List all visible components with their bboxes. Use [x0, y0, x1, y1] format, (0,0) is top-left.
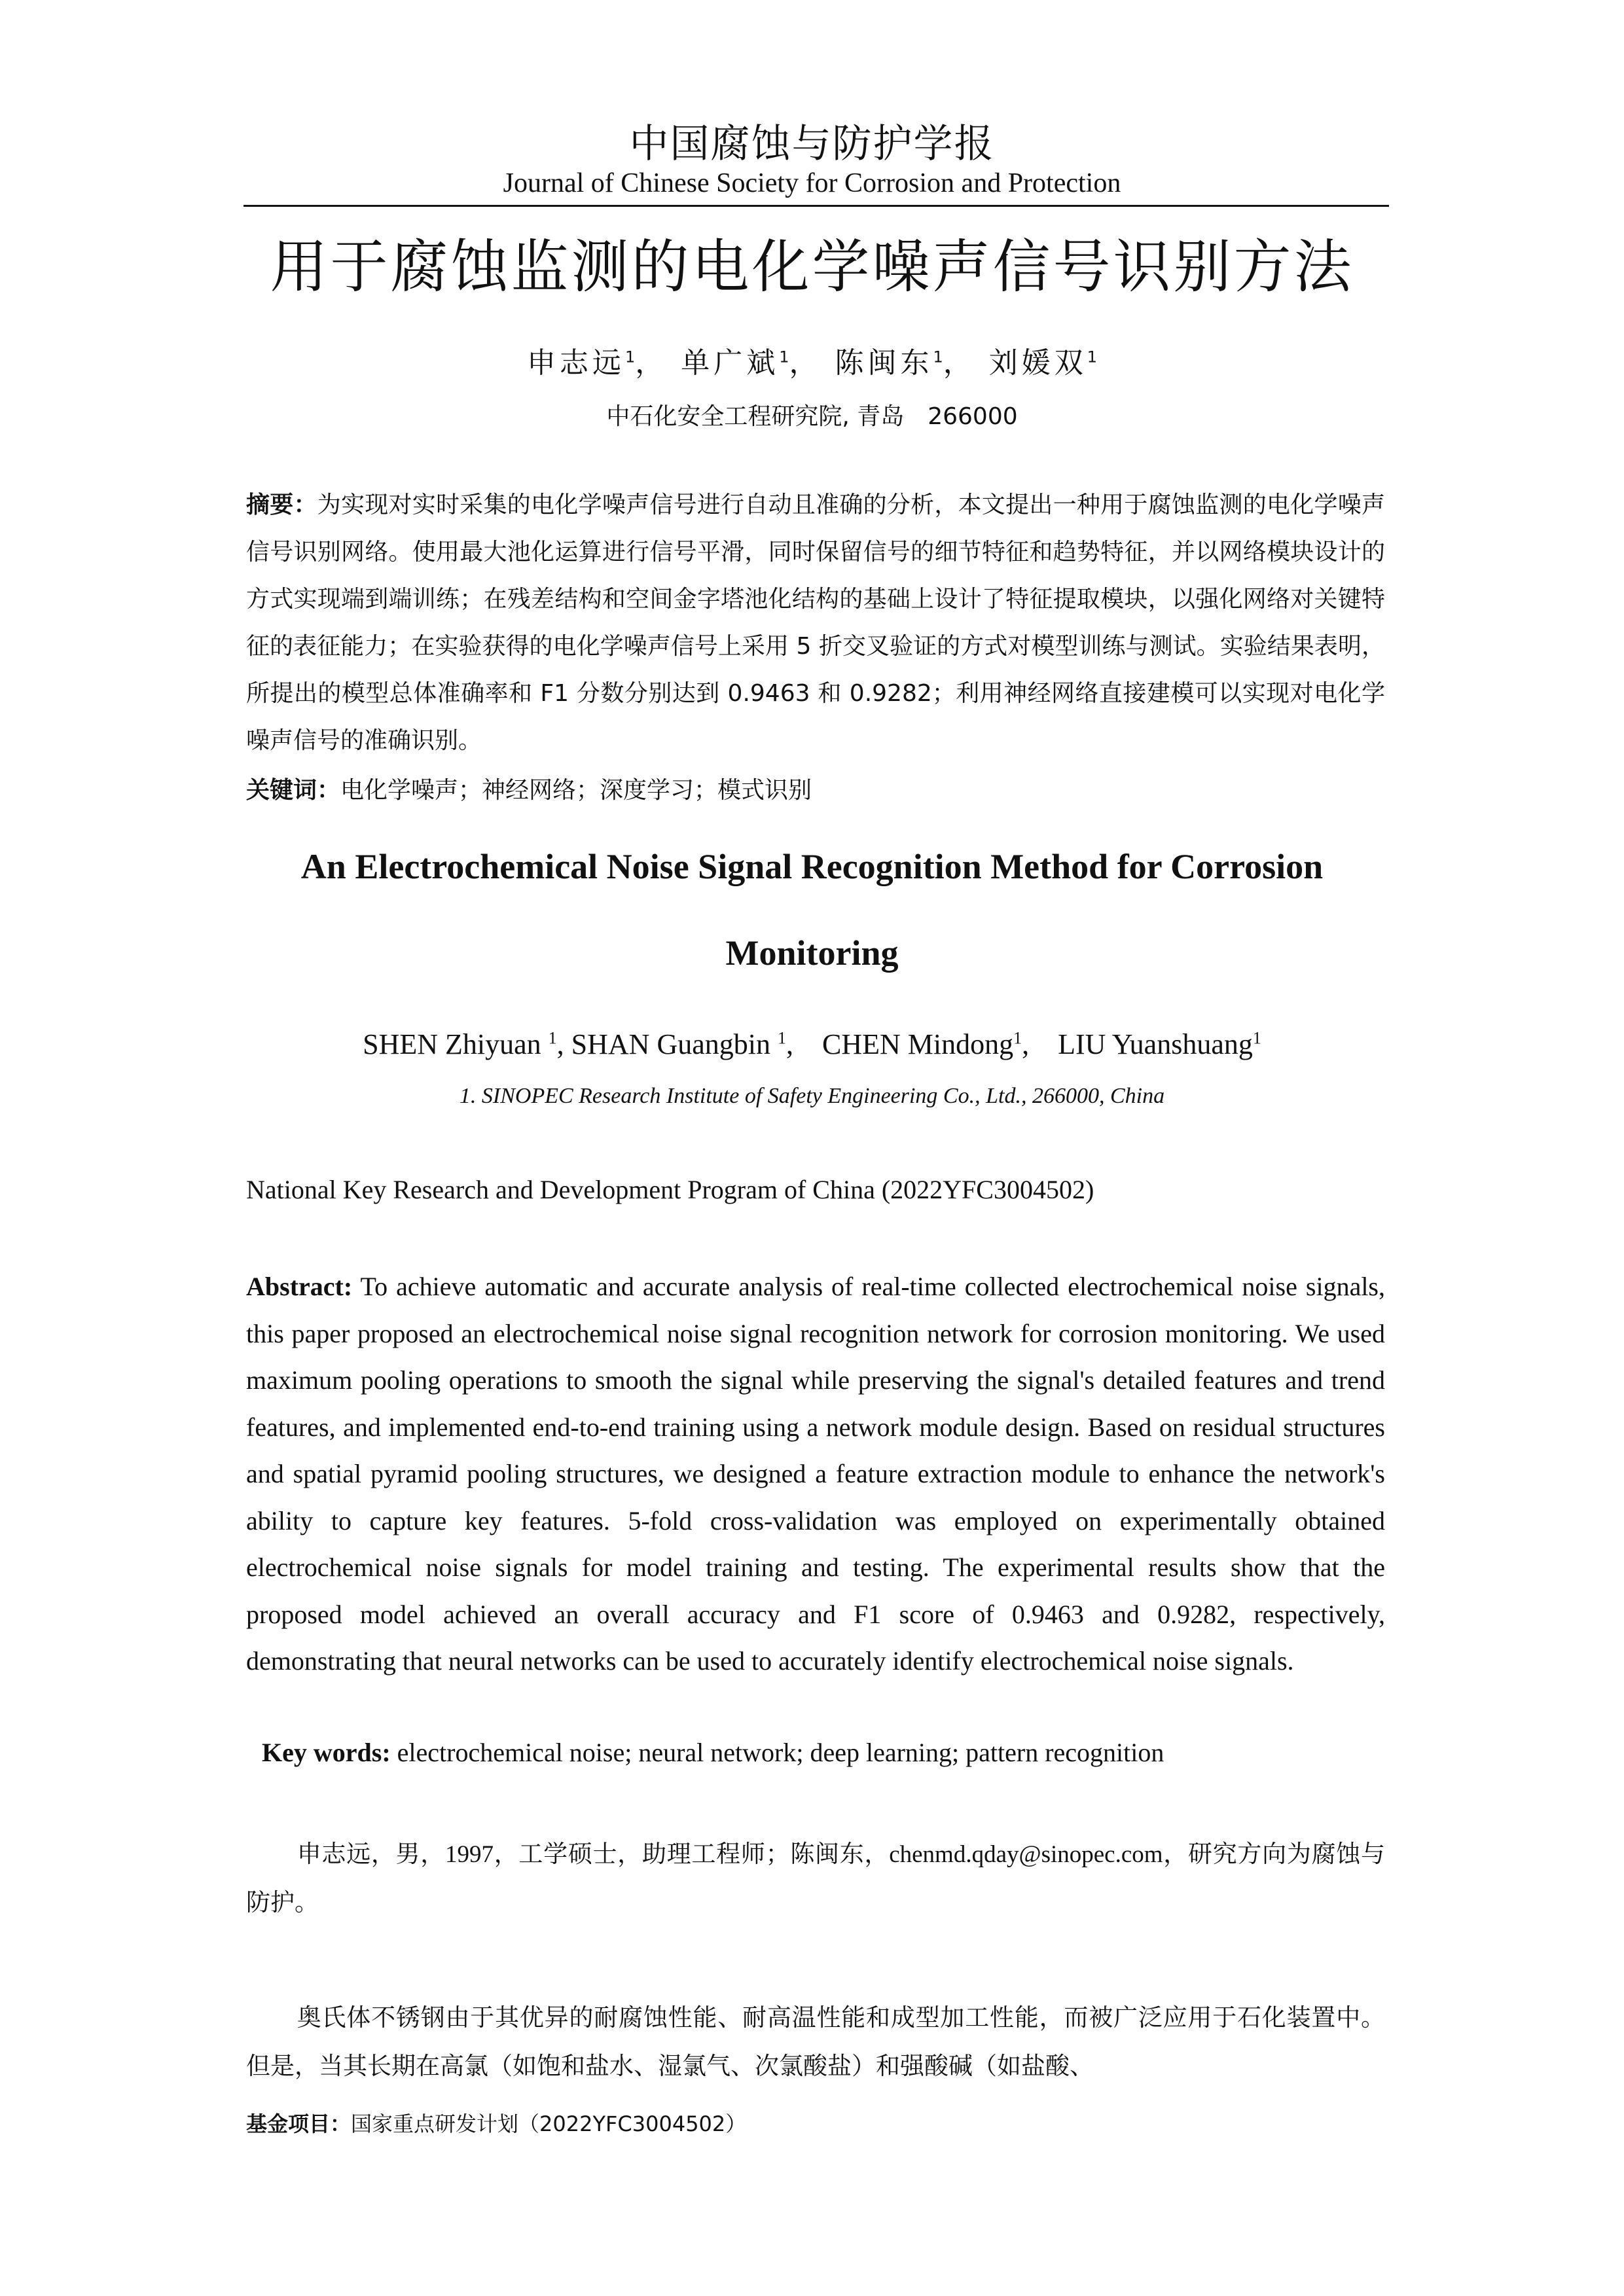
paper-title-en	[0, 823, 1624, 996]
author-affiliation-mark: 1	[548, 1028, 557, 1048]
keywords-cn	[246, 767, 1385, 814]
author-affiliation-mark: 1	[1013, 1028, 1022, 1048]
author-separator: ，	[943, 346, 976, 380]
author-name: 刘媛双	[988, 346, 1087, 380]
keywords-label-cn: 关键词：	[246, 777, 341, 804]
abstract-text-cn: 为实现对实时采集的电化学噪声信号进行自动且准确的分析，本文提出一种用于腐蚀监测的电化学噪声信号识别网络。使用最大池化运算进行信号平滑，同时保留信号的细节特征和趋势特征，并以网络模块设计的方式实现端到端训练；在残差结构和空间金字塔池化结构的基础上设计了特征提取模块，以强化网络对关键特征的表征能力；在实验获得的电化学噪声信号上采用 5 折交叉验证的方式对模型训练与测试。实验结果表明，所提出的模型总体准确率和 F1 分数分别达到 0.9463 和 0.9282；利用神经网络直接建模可以实现对电化学噪声信号的准确识别。	[246, 492, 1385, 754]
paper-title-cn: 用于腐蚀监测的电化学噪声信号识别方法	[270, 233, 1354, 300]
author-name: 申志远	[526, 346, 625, 380]
journal-name-cn: 中国腐蚀与防护学报	[629, 121, 995, 167]
footnote-label: 基金项目：	[246, 2111, 352, 2136]
footnote-text: 国家重点研发计划（2022YFC3004502）	[351, 2111, 747, 2136]
author-affiliation-mark: 1	[624, 348, 636, 367]
author-name: SHEN Zhiyuan	[363, 1028, 549, 1060]
author-separator: ，	[635, 346, 668, 380]
author-name: SHAN Guangbin	[571, 1028, 778, 1060]
funding-statement-en: National Key Research and Development Program of China (2022YFC3004502)	[246, 1175, 1094, 1204]
keywords-text-en: electrochemical noise; neural network; deep learning; pattern recognition	[390, 1738, 1164, 1767]
affiliation-cn: 中石化安全工程研究院, 青岛 266000	[606, 403, 1018, 430]
paper-title-en-text: An Electrochemical Noise Signal Recognition Method for Corrosion Monitoring	[300, 847, 1324, 973]
author-name: CHEN Mindong	[821, 1028, 1014, 1060]
journal-name-en: Journal of Chinese Society for Corrosion and Protection	[503, 168, 1121, 198]
author-separator: ,	[785, 1028, 822, 1060]
author-list-cn	[0, 339, 1624, 381]
author-affiliation-mark: 1	[933, 348, 943, 367]
keywords-text-cn: 电化学噪声；神经网络；深度学习；模式识别	[340, 777, 812, 804]
author-list-en	[0, 1028, 1624, 1061]
abstract-label-en: Abstract:	[246, 1272, 353, 1301]
abstract-label-cn: 摘要：	[246, 492, 317, 518]
keywords-label-en: Key words:	[262, 1738, 391, 1767]
author-affiliation-mark: 1	[1252, 1028, 1261, 1048]
author-separator: ,	[556, 1028, 571, 1060]
author-separator: ,	[1022, 1028, 1058, 1060]
affiliation-en: 1. SINOPEC Research Institute of Safety Engineering Co., Ltd., 266000, China	[459, 1084, 1165, 1108]
author-bio: 申志远，男，1997，工学硕士，助理工程师；陈闽东，chenmd.qday@sinopec.com，研究方向为腐蚀与防护。	[246, 1841, 1385, 1916]
author-name: 单广斌	[681, 346, 780, 380]
author-affiliation-mark: 1	[779, 348, 789, 367]
keywords-en	[262, 1737, 1164, 1768]
author-affiliation-mark: 1	[777, 1028, 786, 1048]
author-name: LIU Yuanshuang	[1058, 1028, 1253, 1060]
header-divider	[244, 205, 1389, 207]
abstract-text-en: To achieve automatic and accurate analysis of real-time collected electrochemical noise signals, this paper proposed an electrochemical noise signal recognition network for corrosion monitoring. We used maximum pooling operations to smooth the signal while preserving the signal's detailed features and trend features, and implemented end-to-end training using a network module design. Based on residual structures and spatial pyramid pooling structures, we designed a feature extraction module to enhance the network's ability to capture key features. 5-fold cross-validation was employed on experimentally obtained electrochemical noise signals for model training and testing. The experimental results show that the proposed model achieved an overall accuracy and F1 score of 0.9463 and 0.9282, respectively, demonstrating that neural networks can be used to accurately identify electrochemical noise signals.	[246, 1272, 1385, 1676]
funding-footnote	[246, 2108, 746, 2138]
body-paragraph: 奥氏体不锈钢由于其优异的耐腐蚀性能、耐高温性能和成型加工性能，而被广泛应用于石化装置中。但是，当其长期在高氯（如饱和盐水、湿氯气、次氯酸盐）和强酸碱（如盐酸、	[246, 2005, 1385, 2080]
abstract-cn	[246, 482, 1385, 764]
author-affiliation-mark: 1	[1087, 348, 1098, 367]
author-separator: ，	[789, 346, 822, 380]
author-name: 陈闽东	[835, 346, 933, 380]
abstract-en	[246, 1263, 1385, 1685]
